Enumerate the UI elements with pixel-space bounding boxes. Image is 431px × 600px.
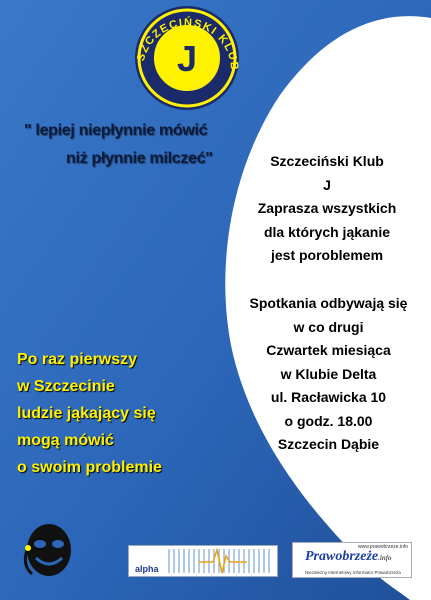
club-logo-letter: J (176, 38, 198, 79)
meeting-line: ul. Racławicka 10 (270, 389, 387, 405)
meeting-line: Czwartek miesiąca (266, 342, 391, 358)
sponsor-prawobrzeze-logo (292, 542, 412, 578)
meeting-line: w co drugi (293, 318, 364, 335)
left-message-line: ludzie jąkający się (17, 405, 156, 422)
left-message-line: mogą mówić (17, 432, 114, 449)
sponsor-prawobrzeze-url: www.prawobrzeze.info (357, 544, 408, 550)
sponsor-alpha-logo (128, 545, 278, 577)
club-logo-ring-text: SZCZECIŃSKI KLUB (134, 16, 241, 72)
sponsor-prawobrzeze-suffix: .info (378, 554, 392, 562)
theatre-mask-logo (18, 520, 80, 582)
sponsor-prawobrzeze-name-text: Prawobrzeże (305, 549, 379, 564)
left-message-line: w Szczecinie (17, 378, 115, 395)
meeting-line: o godz. 18.00 (284, 412, 373, 429)
invitation-text (232, 150, 422, 268)
slogan-line-1: " lepiej niepłynnie mówić (24, 122, 208, 139)
sponsor-prawobrzeze-tagline: Niezależny Internetowy Informator Prawobrzeża (305, 570, 401, 575)
meeting-line: Spotkania odbywają się (249, 295, 408, 311)
meeting-details (226, 292, 431, 457)
slogan-line-2: niż płynnie milczeć" (66, 150, 213, 167)
sponsor-prawobrzeze-name (305, 549, 392, 565)
invitation-line: J (323, 176, 331, 193)
meeting-line: Szczecin Dąbie (277, 436, 380, 452)
invitation-line: dla których jąkanie (263, 223, 391, 240)
left-message-line: o swoim problemie (17, 459, 162, 476)
invitation-line: jest poroblemem (270, 247, 384, 263)
left-message (17, 346, 207, 481)
invitation-line: Zaprasza wszystkich (257, 200, 397, 216)
meeting-line: w Klubie Delta (280, 365, 377, 382)
sponsor-alpha-name: alpha (135, 564, 159, 574)
left-message-line: Po raz pierwszy (17, 351, 138, 368)
invitation-line: Szczeciński Klub (270, 153, 384, 169)
